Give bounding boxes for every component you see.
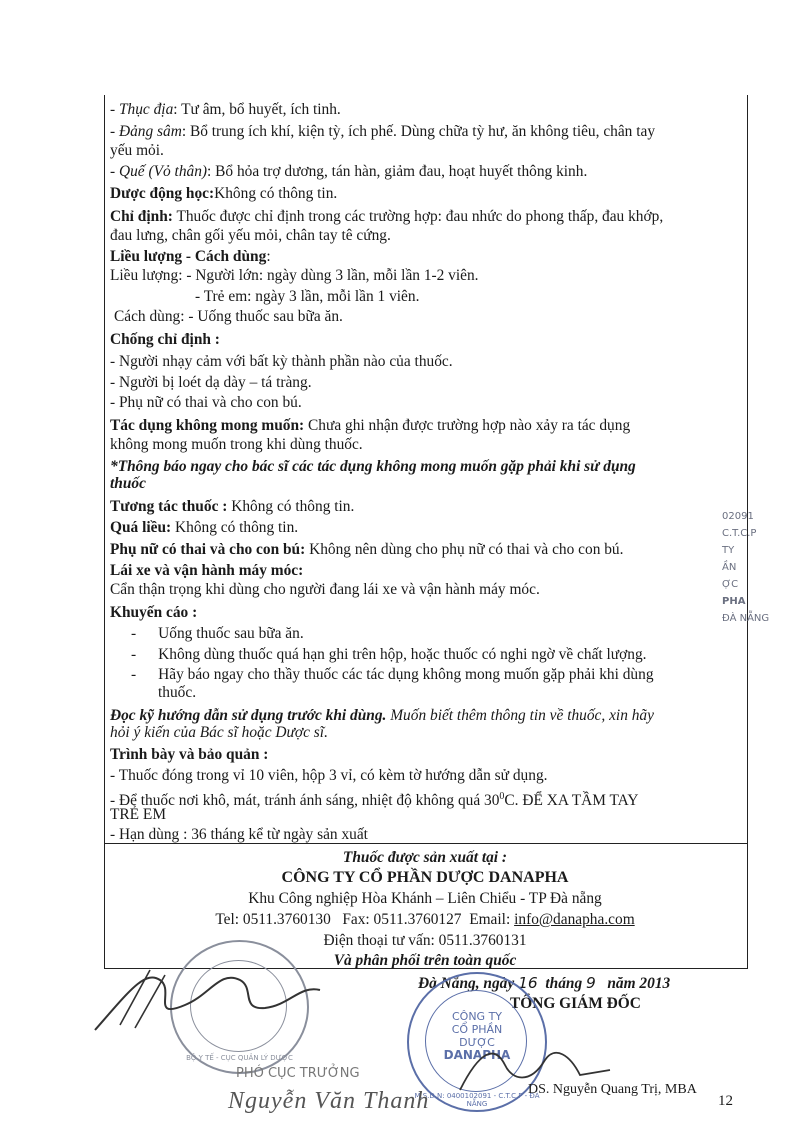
sign-title: TỔNG GIÁM ĐỐC: [510, 995, 641, 1012]
interactions: Tương tác thuốc : Không có thông tin.: [110, 498, 355, 515]
manufacturer-intro: Thuốc được sản xuất tại :: [342, 849, 508, 866]
overdose: Quá liều: Không có thông tin.: [110, 519, 299, 536]
distribution: Và phân phối trên toàn quốc: [333, 952, 517, 969]
handwritten-signature-left: [90, 950, 350, 1040]
dosage-usage: Cách dùng: - Uống thuốc sau bữa ăn.: [114, 308, 343, 325]
authority-title: PHÓ CỤC TRƯỞNG: [236, 1066, 360, 1081]
warnings-heading: Khuyến cáo :: [110, 604, 198, 621]
manufacturer-name: CÔNG TY CỔ PHẦN DƯỢC DANAPHA: [281, 869, 569, 886]
storage-line-cont: TRẺ EM: [110, 806, 167, 823]
ingredient-dang-sam-cont: yếu mỏi.: [110, 142, 164, 159]
dosage-heading: Liều lượng - Cách dùng:: [110, 248, 271, 265]
contraindication-item: - Người nhạy cảm với bất kỳ thành phần nào của thuốc.: [110, 353, 453, 370]
warning-item-cont: thuốc.: [158, 684, 197, 701]
side-effects: Tác dụng không mong muốn: Chưa ghi nhận được trường hợp nào xảy ra tác dụng: [110, 417, 631, 434]
contraindications-heading: Chống chỉ định :: [110, 331, 220, 348]
read-guide-cont: hỏi ý kiến của Bác sĩ hoặc Dược sĩ.: [110, 724, 328, 741]
ingredient-que: - Quế (Vỏ thân): Bổ hỏa trợ dương, tán hàn, giảm đau, hoạt huyết thông kinh.: [110, 163, 588, 180]
packaging-heading: Trình bày và bảo quản :: [110, 746, 269, 763]
packaging-line: - Thuốc đóng trong vỉ 10 viên, hộp 3 vỉ, có kèm tờ hướng dẫn sử dụng.: [110, 767, 548, 784]
side-stamp-fragment: 02091 C.T.C.P TY ẦN ỢC PHA ĐÀ NẴNG: [722, 511, 770, 624]
driving-text: Cẩn thận trọng khi dùng cho người đang lái xe và vận hành máy móc.: [110, 581, 540, 598]
email-link[interactable]: info@danapha.com: [514, 911, 635, 928]
shelf-life: - Hạn dùng : 36 tháng kể từ ngày sản xuất: [110, 826, 368, 843]
contraindication-item: - Người bị loét dạ dày – tá tràng.: [110, 374, 312, 391]
driving-heading: Lái xe và vận hành máy móc:: [110, 562, 304, 579]
manufacturer-contact: Tel: 0511.3760130 Fax: 0511.3760127 Email: info@danapha.com: [215, 911, 635, 928]
ingredient-dang-sam: - Đảng sâm: Bổ trung ích khí, kiện tỳ, ích phế. Dùng chữa tỳ hư, ăn không tiêu, chân tay: [110, 123, 656, 140]
sign-date: Đà Nẵng, ngày 16 tháng 9 năm 2013: [418, 974, 671, 992]
company-stamp: CÔNG TY CỔ PHẦN DƯỢC DANAPHA M.S.D.N: 0400102091 - C.T.C.P - ĐÀ NẴNG: [407, 972, 547, 1112]
warning-item: - Uống thuốc sau bữa ăn.: [131, 625, 304, 642]
read-guide: Đọc kỹ hướng dẫn sử dụng trước khi dùng. Muốn biết thêm thông tin về thuốc, xin hãy: [110, 707, 654, 724]
dosage-adult: Liều lượng: - Người lớn: ngày dùng 3 lần, mỗi lần 1-2 viên.: [110, 267, 479, 284]
side-effects-cont: không mong muốn trong khi dùng thuốc.: [110, 436, 363, 453]
page-number: 12: [718, 1093, 733, 1109]
warning-item: - Không dùng thuốc quá hạn ghi trên hộp, hoặc thuốc có nghi ngờ về chất lượng.: [131, 646, 647, 663]
authority-name: Nguyễn Văn Thanh: [228, 1088, 430, 1114]
warning-item: - Hãy báo ngay cho thầy thuốc các tác dụng không mong muốn gặp phải khi dùng: [131, 666, 654, 683]
notice-cont: thuốc: [110, 475, 146, 492]
notice: *Thông báo ngay cho bác sĩ các tác dụng không mong muốn gặp phải khi sử dụng: [110, 458, 636, 475]
storage-line: - Để thuốc nơi khô, mát, tránh ánh sáng, nhiệt độ không quá $30^0C$. ĐỂ XA TẦM TAY: [110, 791, 639, 810]
contraindication-item: - Phụ nữ có thai và cho con bú.: [110, 394, 302, 411]
manufacturer-address: Khu Công nghiệp Hòa Khánh – Liên Chiểu - TP Đà nẵng: [248, 890, 602, 907]
hotline: Điện thoại tư vấn: 0511.3760131: [323, 932, 527, 949]
signer-name: DS. Nguyễn Quang Trị, MBA: [528, 1082, 697, 1097]
authority-stamp: BỘ Y TẾ - CỤC QUẢN LÝ DƯỢC: [170, 940, 309, 1074]
indications: Chỉ định: Thuốc được chỉ định trong các trường hợp: đau nhức do phong thấp, đau khớp,: [110, 208, 664, 225]
ingredient-thuc-dia: - Thục địa: Tư âm, bổ huyết, ích tinh.: [110, 101, 341, 118]
dosage-child: - Trẻ em: ngày 3 lần, mỗi lần 1 viên.: [195, 288, 420, 305]
pregnancy: Phụ nữ có thai và cho con bú: Không nên dùng cho phụ nữ có thai và cho con bú.: [110, 541, 624, 558]
pharmacokinetics: Dược động học:Không có thông tin.: [110, 185, 338, 202]
indications-cont: đau lưng, chân gối yếu mỏi, chân tay tê cứng.: [110, 227, 391, 244]
